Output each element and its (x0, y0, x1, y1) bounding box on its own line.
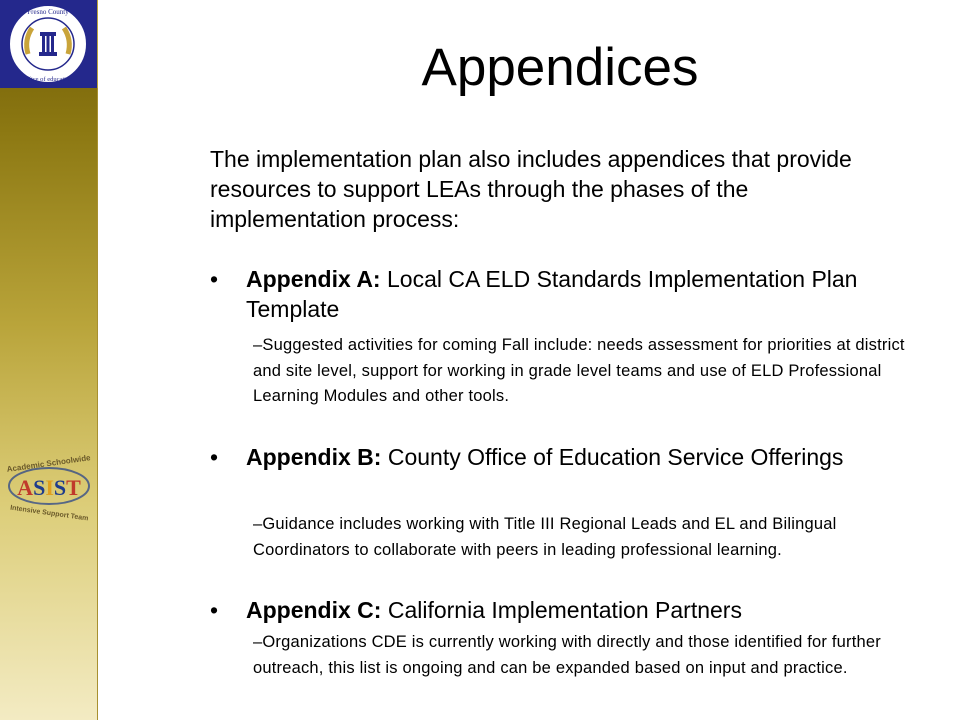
appendix-b-subtext: –Guidance includes working with Title III Regional Leads and EL and Bilingual Coordinators to collaborate with peers in leading professional learning. (253, 515, 837, 559)
bullet-dot-icon: • (210, 597, 219, 623)
svg-text:Academic Schoolwide: Academic Schoolwide (6, 453, 92, 474)
appendix-a-text: Local CA ELD Standards Implementation Plan Template (246, 266, 858, 322)
intro-paragraph: The implementation plan also includes appendices that provide resources to support LEAs through the phases of the implementation process: (210, 146, 852, 232)
appendix-a-subtext: –Suggested activities for coming Fall include: needs assessment for priorities at district and site level, support for working in grade level teams and use of ELD Professional Learning Modules and other tools. (253, 336, 905, 405)
appendix-b-text: County Office of Education Service Offerings (381, 444, 844, 470)
appendix-c-subtext: –Organizations CDE is currently working with directly and those identified for further outreach, this list is ongoing and can be expanded based on input and practice. (253, 633, 881, 677)
appendix-c-label: Appendix C: (246, 597, 382, 623)
fcoe-logo (0, 0, 98, 88)
fcoe-seal-icon (6, 2, 90, 86)
slide-title: Appendices (421, 38, 699, 97)
appendix-c-text: California Implementation Partners (381, 597, 742, 623)
appendix-a-label: Appendix A: (246, 266, 381, 292)
asist-logo (4, 440, 94, 530)
appendix-b-label: Appendix B: (246, 444, 382, 470)
svg-text:Fresno County: Fresno County (27, 8, 69, 16)
svg-text:office of education: office of education (23, 76, 73, 83)
bullet-dot-icon: • (210, 266, 219, 292)
bullet-dot-icon: • (210, 444, 219, 470)
sidebar-decoration (0, 0, 98, 720)
svg-text:Intensive Support Team: Intensive Support Team (9, 504, 89, 523)
svg-text:ASIST: ASIST (17, 475, 81, 500)
